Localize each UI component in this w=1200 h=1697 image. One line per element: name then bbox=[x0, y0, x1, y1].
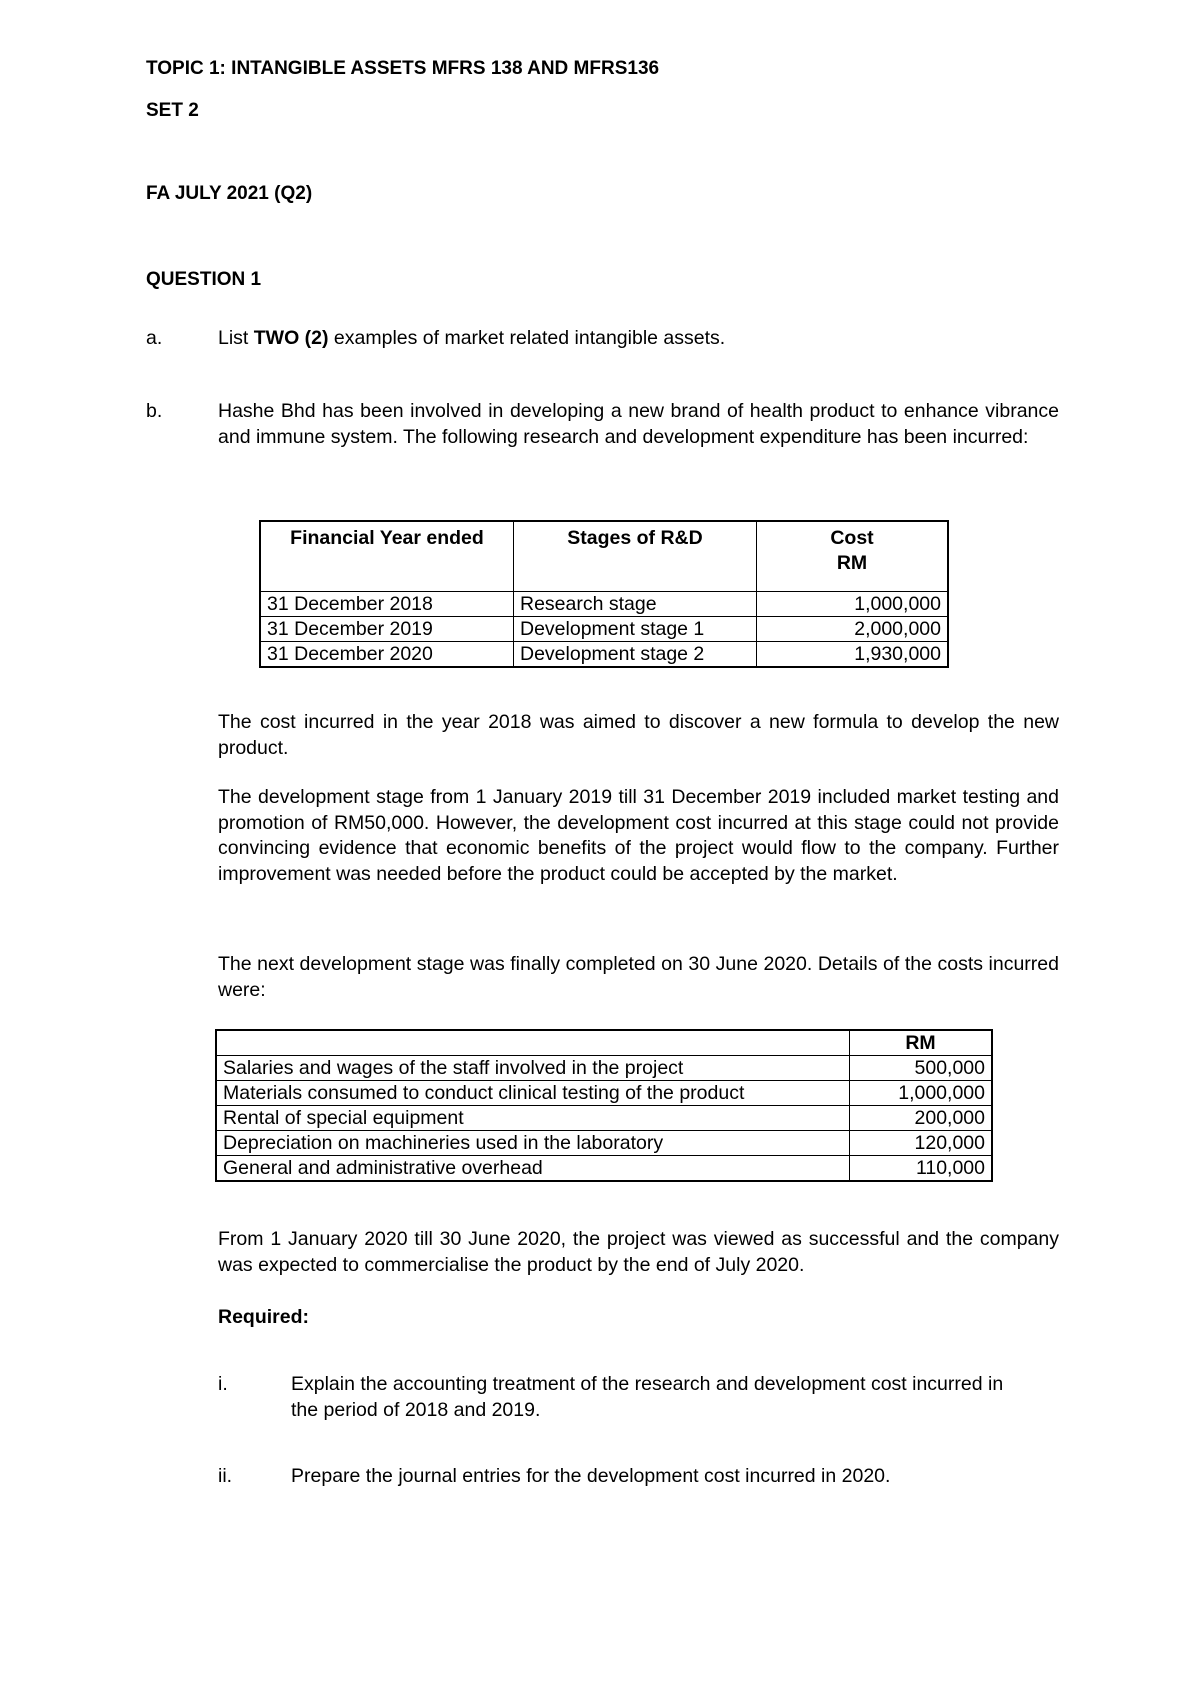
part-a-text: List TWO (2) examples of market related intangible assets. bbox=[218, 327, 726, 349]
question-heading: QUESTION 1 bbox=[146, 269, 262, 290]
cost-amount-cell: 200,000 bbox=[850, 1106, 993, 1131]
rd-year-cell: 31 December 2020 bbox=[260, 642, 514, 668]
rd-cost-cell: 2,000,000 bbox=[757, 617, 949, 642]
table-row bbox=[216, 1156, 992, 1182]
table-row bbox=[216, 1106, 992, 1131]
cost-amount-cell: 110,000 bbox=[850, 1156, 993, 1182]
cost-item-cell: Rental of special equipment bbox=[216, 1106, 850, 1131]
cost-item-cell: Depreciation on machineries used in the laboratory bbox=[216, 1131, 850, 1156]
paragraph-2018: The cost incurred in the year 2018 was aimed to discover a new formula to develop the new product. bbox=[218, 711, 1059, 759]
rd-header-cost: Cost RM bbox=[757, 521, 949, 592]
table-row bbox=[216, 1081, 992, 1106]
requirement-i-text: Explain the accounting treatment of the research and development cost incurred in the period of 2018 and 2019. bbox=[291, 1373, 1004, 1421]
rd-year-cell: 31 December 2019 bbox=[260, 617, 514, 642]
rd-stage-cell: Development stage 1 bbox=[514, 617, 757, 642]
cost-item-cell: General and administrative overhead bbox=[216, 1156, 850, 1182]
table-row bbox=[216, 1131, 992, 1156]
paragraph-commercialise: From 1 January 2020 till 30 June 2020, the project was viewed as successful and the company was expected to commercialise the product by the end of July 2020. bbox=[218, 1228, 1059, 1276]
rd-table-header bbox=[260, 521, 948, 592]
rd-year-cell: 31 December 2018 bbox=[260, 592, 514, 617]
rd-header-year: Financial Year ended bbox=[260, 521, 514, 592]
rd-stage-cell: Development stage 2 bbox=[514, 642, 757, 668]
cost-item-cell: Materials consumed to conduct clinical testing of the product bbox=[216, 1081, 850, 1106]
cost-amount-cell: 120,000 bbox=[850, 1131, 993, 1156]
requirement-ii-text: Prepare the journal entries for the development cost incurred in 2020. bbox=[291, 1465, 891, 1487]
table-row bbox=[260, 617, 948, 642]
rd-cost-cell: 1,000,000 bbox=[757, 592, 949, 617]
rd-header-stage: Stages of R&D bbox=[514, 521, 757, 592]
table-row bbox=[216, 1056, 992, 1081]
costs-table-header bbox=[216, 1030, 992, 1056]
topic-title: TOPIC 1: INTANGIBLE ASSETS MFRS 138 AND MFRS136 bbox=[146, 58, 660, 79]
part-b-intro: Hashe Bhd has been involved in developing a new brand of health product to enhance vibrance and immune system. The following research and development expenditure has been incurred: bbox=[218, 400, 1059, 448]
rd-expenditure-table bbox=[259, 520, 949, 668]
table-row bbox=[260, 592, 948, 617]
costs-header-blank bbox=[216, 1030, 850, 1056]
cost-item-cell: Salaries and wages of the staff involved in the project bbox=[216, 1056, 850, 1081]
table-row bbox=[260, 642, 948, 668]
requirement-i-label: i. bbox=[218, 1373, 228, 1395]
rd-cost-cell: 1,930,000 bbox=[757, 642, 949, 668]
requirement-ii-label: ii. bbox=[218, 1465, 233, 1487]
source-label: FA JULY 2021 (Q2) bbox=[146, 183, 313, 204]
paragraph-2019: The development stage from 1 January 2019 till 31 December 2019 included market testing and promotion of RM50,000. However, the development cost incurred at this stage could not provide convincing evidence that economic benefits of the project would flow to the company. Further improvement was needed before the product could be accepted by the market. bbox=[218, 786, 1059, 885]
required-heading: Required: bbox=[218, 1306, 310, 1328]
part-a-label: a. bbox=[146, 327, 163, 349]
cost-amount-cell: 500,000 bbox=[850, 1056, 993, 1081]
development-costs-table bbox=[215, 1029, 993, 1182]
cost-amount-cell: 1,000,000 bbox=[850, 1081, 993, 1106]
paragraph-2020: The next development stage was finally completed on 30 June 2020. Details of the costs incurred were: bbox=[218, 953, 1059, 1001]
part-b-label: b. bbox=[146, 400, 163, 422]
costs-header-rm: RM bbox=[850, 1030, 993, 1056]
set-label: SET 2 bbox=[146, 100, 199, 121]
rd-stage-cell: Research stage bbox=[514, 592, 757, 617]
